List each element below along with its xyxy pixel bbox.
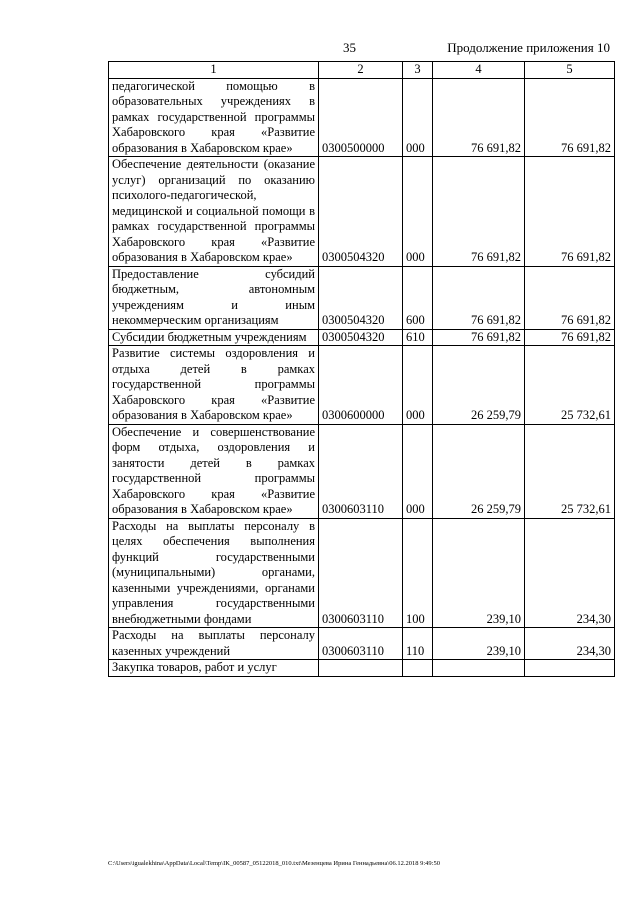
row-name: Субсидии бюджетным учреждениям — [109, 329, 319, 346]
row-type: 600 — [403, 266, 433, 329]
row-code: 0300504320 — [319, 157, 403, 267]
row-code: 0300603110 — [319, 518, 403, 628]
column-header: 1 — [109, 62, 319, 79]
row-name: Расходы на выплаты персоналу в целях обеспечения выполнения функций государственными (муниципальными) органами, казенными учреждениями, органами управления государственными внебюджетными фондами — [109, 518, 319, 628]
row-value-2: 76 691,82 — [525, 78, 615, 157]
row-value-1: 76 691,82 — [433, 78, 525, 157]
table-row — [109, 266, 615, 329]
row-value-1: 26 259,79 — [433, 424, 525, 518]
appendix-continuation: Продолжение приложения 10 — [447, 40, 610, 55]
row-value-1: 76 691,82 — [433, 157, 525, 267]
row-code: 0300504320 — [319, 329, 403, 346]
table-row — [109, 78, 615, 157]
row-type: 100 — [403, 518, 433, 628]
row-code: 0300603110 — [319, 424, 403, 518]
row-type: 000 — [403, 346, 433, 425]
row-type: 000 — [403, 157, 433, 267]
table-header-row — [109, 62, 615, 79]
row-value-2: 76 691,82 — [525, 266, 615, 329]
row-type: 610 — [403, 329, 433, 346]
row-value-1: 76 691,82 — [433, 329, 525, 346]
row-value-2: 25 732,61 — [525, 424, 615, 518]
page-number: 35 — [343, 40, 356, 55]
row-name: Расходы на выплаты персоналу казенных учреждений — [109, 628, 319, 660]
row-name: Закупка товаров, работ и услуг — [109, 660, 319, 677]
row-code: 0300600000 — [319, 346, 403, 425]
table-row — [109, 157, 615, 267]
column-header: 3 — [403, 62, 433, 79]
column-header: 5 — [525, 62, 615, 79]
table-row — [109, 329, 615, 346]
row-value-1: 26 259,79 — [433, 346, 525, 425]
table-row — [109, 660, 615, 677]
row-value-2: 234,30 — [525, 628, 615, 660]
row-value-2: 76 691,82 — [525, 157, 615, 267]
row-type: 000 — [403, 78, 433, 157]
row-name: педагогической помощью в образовательных учреждениях в рамках государственной программы Хабаровского края «Развитие образования в Хабаровском крае» — [109, 78, 319, 157]
budget-table — [108, 61, 615, 677]
row-name: Развитие системы оздоровления и отдыха детей в рамках государственной программы Хабаровского края «Развитие образования в Хабаровском крае» — [109, 346, 319, 425]
row-type — [403, 660, 433, 677]
row-code: 0300603110 — [319, 628, 403, 660]
row-type: 000 — [403, 424, 433, 518]
row-name: Обеспечение и совершенствование форм отдыха, оздоровления и занятости детей в рамках государственной программы Хабаровского края «Развитие образования в Хабаровском крае» — [109, 424, 319, 518]
row-value-1: 239,10 — [433, 518, 525, 628]
row-value-2: 76 691,82 — [525, 329, 615, 346]
row-value-2 — [525, 660, 615, 677]
row-name: Обеспечение деятельности (оказание услуг) организаций по оказанию психолого-педагогической, медицинской и социальной помощи в рамках государственной программы Хабаровского края «Развитие образования в Хабаровском крае» — [109, 157, 319, 267]
row-value-1: 239,10 — [433, 628, 525, 660]
row-value-2: 25 732,61 — [525, 346, 615, 425]
row-name: Предоставление субсидий бюджетным, автономным учреждениям и иным некоммерческим организациям — [109, 266, 319, 329]
row-value-1: 76 691,82 — [433, 266, 525, 329]
row-type: 110 — [403, 628, 433, 660]
row-code: 0300500000 — [319, 78, 403, 157]
table-row — [109, 628, 615, 660]
row-code — [319, 660, 403, 677]
row-value-2: 234,30 — [525, 518, 615, 628]
table-row — [109, 346, 615, 425]
row-value-1 — [433, 660, 525, 677]
column-header: 2 — [319, 62, 403, 79]
column-header: 4 — [433, 62, 525, 79]
file-path-footer: C:\Users\igualekhina\AppData\Local\Temp\IK_00587_05122018_010.txt\Мезенцева Ирина Геннадьевна\06.12.2018 9:49:50 — [108, 860, 440, 867]
table-row — [109, 518, 615, 628]
table-row — [109, 424, 615, 518]
row-code: 0300504320 — [319, 266, 403, 329]
